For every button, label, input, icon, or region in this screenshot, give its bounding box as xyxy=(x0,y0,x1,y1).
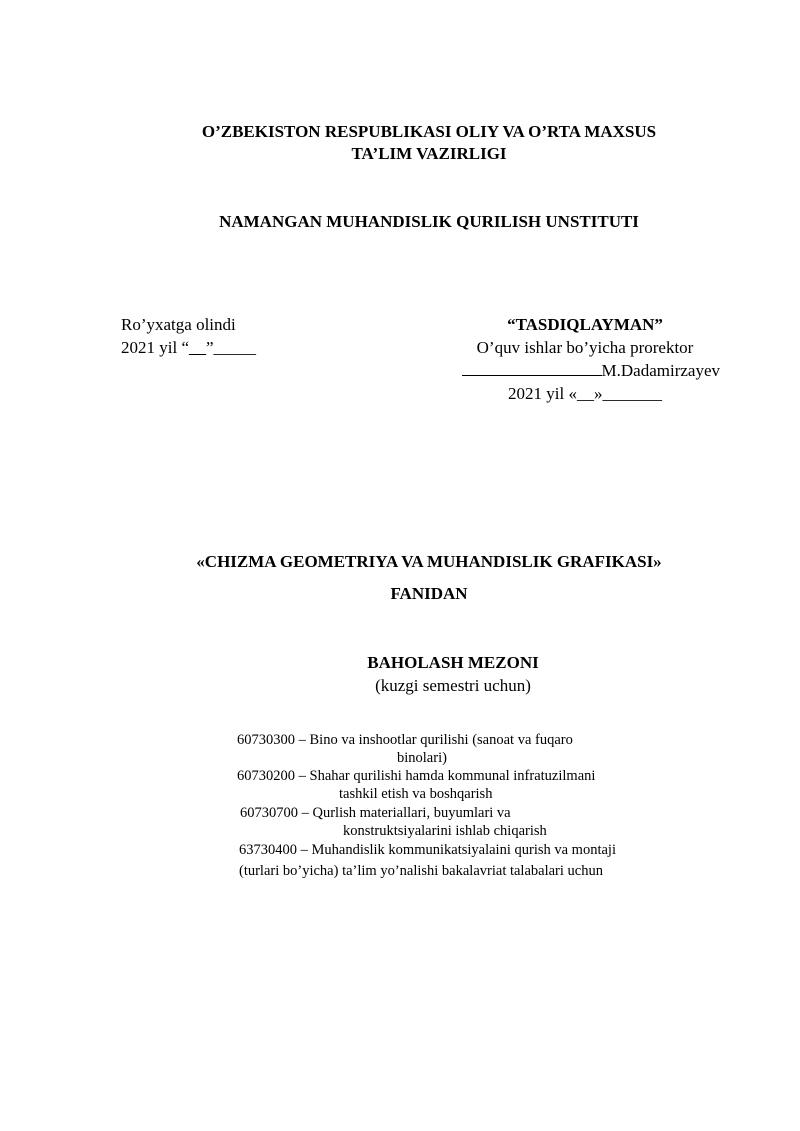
approval-position: O’quv ishlar bo’yicha prorektor xyxy=(476,338,694,357)
criteria-title: BAHOLASH MEZONI xyxy=(367,653,539,672)
registration-day-blank: __ xyxy=(189,338,206,357)
criteria-subtitle: (kuzgi semestri uchun) xyxy=(375,676,531,695)
approval-signature-name: M.Dadamirzayev xyxy=(601,361,720,380)
program-4-code-line: 63730400 – Muhandislik kommunikatsiyalaini qurish va montaji xyxy=(239,842,616,858)
ministry-line-1: O’ZBEKISTON RESPUBLIKASI OLIY VA O’RTA MAXSUS xyxy=(201,122,657,141)
approval-signature xyxy=(440,359,730,382)
program-3-code-line: 60730700 – Qurlish materiallari, buyumlari va xyxy=(240,805,511,821)
subject-line-2: FANIDAN xyxy=(390,584,468,603)
registration-block xyxy=(121,313,256,359)
subject-title xyxy=(0,546,800,610)
registration-year-prefix: 2021 yil “ xyxy=(121,338,189,357)
signature-line xyxy=(462,360,602,376)
registration-month-blank: _____ xyxy=(213,338,257,357)
registration-date xyxy=(121,336,256,359)
program-2-continuation: tashkil etish va boshqarish xyxy=(339,786,493,802)
approval-title: “TASDIQLAYMAN” xyxy=(507,315,663,334)
registration-label: Ro’yxatga olindi xyxy=(121,315,236,334)
registration-quote-close: ” xyxy=(206,338,214,357)
approval-block xyxy=(440,313,730,405)
ministry-header xyxy=(0,121,800,165)
program-4-continuation: (turlari bo’yicha) ta’lim yo’nalishi bakalavriat talabalari uchun xyxy=(239,863,603,879)
program-1-code-line: 60730300 – Bino va inshootlar qurilishi (sanoat va fuqaro xyxy=(237,732,573,748)
program-1-continuation: binolari) xyxy=(397,750,447,766)
ministry-line-2: TA’LIM VAZIRLIGI xyxy=(351,144,507,163)
approval-date: 2021 yil «__»_______ xyxy=(508,384,662,403)
subject-line-1: «CHIZMA GEOMETRIYA VA MUHANDISLIK GRAFIKASI» xyxy=(196,552,662,571)
program-2-code-line: 60730200 – Shahar qurilishi hamda kommunal infratuzilmani xyxy=(237,768,596,784)
program-3-continuation: konstruktsiyalarini ishlab chiqarish xyxy=(343,823,547,839)
institute-name: NAMANGAN MUHANDISLIK QURILISH UNSTITUTI xyxy=(219,212,639,231)
